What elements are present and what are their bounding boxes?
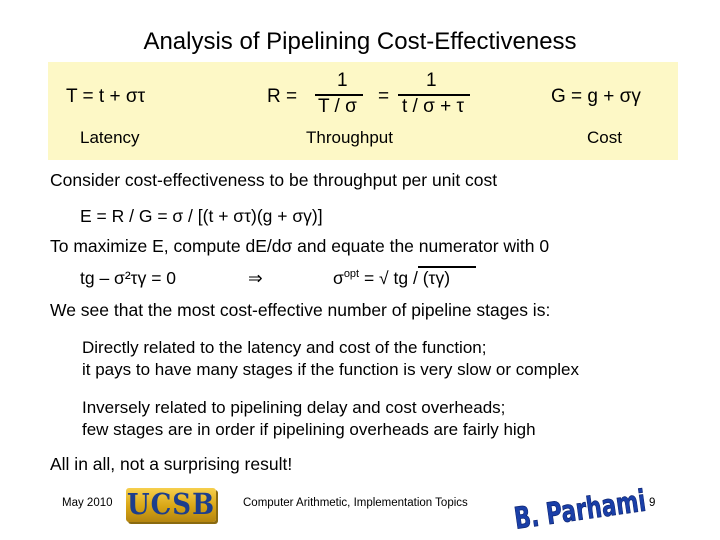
- slide-title: Analysis of Pipelining Cost-Effectiveness: [143, 28, 577, 55]
- text-line-3: We see that the most cost-effective number of pipeline stages is:: [50, 300, 551, 320]
- label-throughput: Throughput: [306, 128, 393, 147]
- optimal-sigma-formula: [333, 268, 450, 289]
- throughput-equals: =: [378, 86, 390, 107]
- square-root-bar: [418, 266, 476, 268]
- signature-logo: [508, 482, 649, 537]
- optimal-sigma-superscript: opt: [343, 268, 360, 281]
- signature-text: B. Parhami: [512, 484, 649, 537]
- throughput-formula-lhs: R =: [267, 86, 298, 107]
- bullet-1-line-a: Directly related to the latency and cost of the function;: [82, 338, 487, 357]
- text-line-4: All in all, not a surprising result!: [50, 454, 293, 474]
- bullet-2-line-b: few stages are in order if pipelining overheads are fairly high: [82, 420, 536, 439]
- bullet-1-line-b: it pays to have many stages if the function is very slow or complex: [82, 360, 580, 379]
- optimal-sigma-equals-root: = √: [359, 268, 389, 288]
- throughput-fraction-1-denominator: T / σ: [318, 96, 357, 117]
- footer-course: Computer Arithmetic, Implementation Topics: [243, 497, 468, 509]
- cost-formula: G = g + σγ: [551, 86, 641, 107]
- cost-effectiveness-formula: E = R / G = σ / [(t + στ)(g + σγ)]: [80, 206, 323, 226]
- throughput-fraction-2-numerator: 1: [426, 70, 437, 91]
- ucsb-logo-text: UCSB: [126, 488, 216, 522]
- optimal-sigma-radicand: tg / (τγ): [388, 268, 451, 288]
- ucsb-logo: [126, 488, 216, 522]
- text-line-1: Consider cost-effectiveness to be throughput per unit cost: [50, 170, 498, 190]
- text-line-2: To maximize E, compute dE/dσ and equate the numerator with 0: [50, 236, 550, 256]
- label-cost: Cost: [587, 128, 622, 147]
- latency-formula: T = t + στ: [66, 86, 146, 107]
- throughput-fraction-1-numerator: 1: [337, 70, 348, 91]
- optimal-sigma-symbol: σ: [333, 268, 344, 288]
- derivative-equation: tg – σ²τγ = 0: [80, 268, 177, 288]
- throughput-fraction-2-denominator: t / σ + τ: [402, 96, 465, 117]
- implies-symbol: ⇒: [248, 268, 263, 288]
- label-latency: Latency: [80, 128, 140, 147]
- bullet-2-line-a: Inversely related to pipelining delay and cost overheads;: [82, 398, 506, 417]
- page-number: 9: [649, 497, 656, 509]
- footer-date: May 2010: [62, 497, 113, 509]
